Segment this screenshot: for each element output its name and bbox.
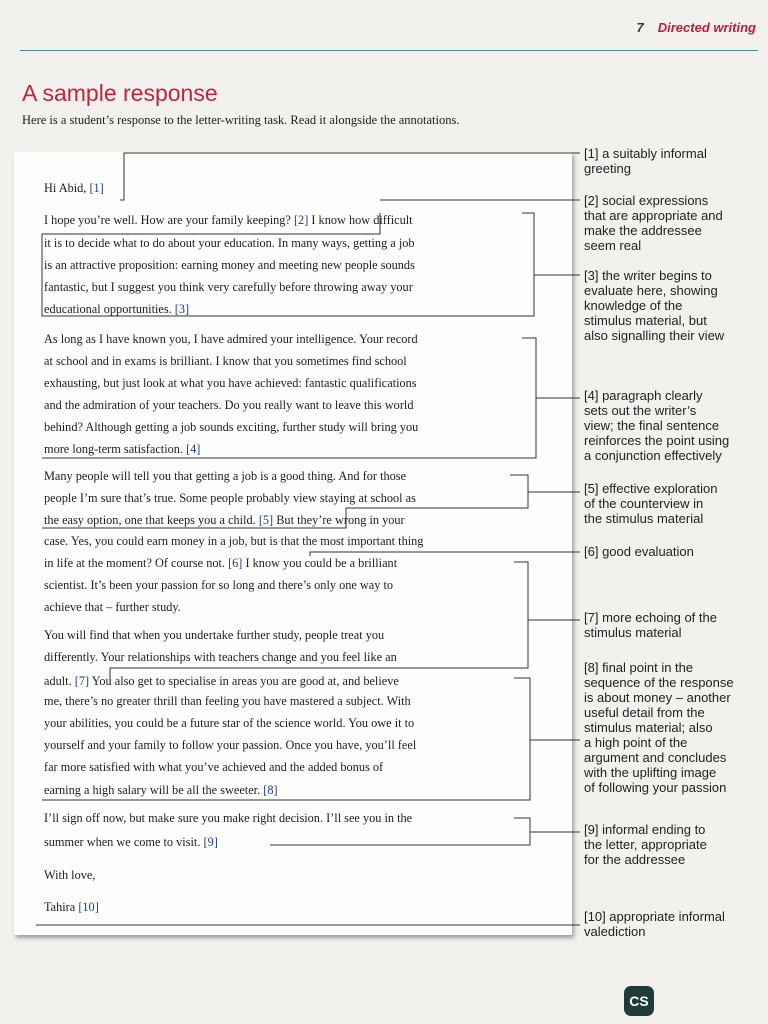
- letter-line: and the admiration of your teachers. Do you really want to leave this world: [44, 398, 414, 412]
- letter-line: fantastic, but I suggest you think very carefully before throwing away your: [44, 280, 413, 294]
- letter-line: differently. Your relationships with teachers change and you feel like an: [44, 650, 397, 664]
- letter-line: You will find that when you undertake further study, people treat you: [44, 628, 385, 642]
- connector-9: [270, 818, 530, 845]
- camscanner-logo: CS: [624, 986, 654, 1016]
- letter-line: educational opportunities. [3]: [44, 302, 190, 316]
- letter-line: yourself and your family to follow your passion. Once you have, you’ll feel: [44, 738, 417, 752]
- letter-line: Hi Abid, [1]: [44, 181, 104, 195]
- letter-line: scientist. It’s been your passion for so long and there’s only one way to: [44, 578, 394, 592]
- annotation-5: [5] effective exploration of the counterview in the stimulus material: [584, 481, 718, 526]
- annotation-7: [7] more echoing of the stimulus material: [584, 610, 717, 640]
- connector-3: [522, 213, 534, 275]
- intro-text: Here is a student’s response to the letter-writing task. Read it alongside the annotations.: [22, 113, 460, 127]
- connector-5: [42, 475, 528, 528]
- letter-line: behind? Although getting a job sounds exciting, further study will bring you: [44, 420, 419, 434]
- chapter-number: 7: [636, 20, 644, 35]
- letter-line: earning a high salary will be all the sweeter. [8]: [44, 783, 278, 797]
- page-title: A sample response: [22, 80, 218, 106]
- annotation-6: [6] good evaluation: [584, 544, 694, 559]
- letter-line: Many people will tell you that getting a job is a good thing. And for those: [44, 469, 407, 483]
- letter-line: far more satisfied with what you’ve achieved and the added bonus of: [44, 760, 384, 774]
- letter-line: I’ll sign off now, but make sure you make right decision. I’ll see you in the: [44, 811, 413, 825]
- connector-4: [42, 338, 536, 458]
- letter-line: people I’m sure that’s true. Some people probably view staying at school as: [44, 491, 416, 505]
- letter-line: Tahira [10]: [44, 900, 99, 914]
- annotation-10: [10] appropriate informal valediction: [584, 909, 725, 939]
- connector-1: [120, 153, 580, 200]
- connector-2: [42, 213, 580, 316]
- letter-line: in life at the moment? Of course not. [6] I know you could be a brilliant: [44, 556, 398, 570]
- letter-line: more long-term satisfaction. [4]: [44, 442, 201, 456]
- letter-line: at school and in exams is brilliant. I know that you sometimes find school: [44, 354, 407, 368]
- letter-line: your abilities, you could be a future star of the science world. You owe it to: [44, 716, 415, 730]
- connector-7: [110, 562, 528, 684]
- annotation-1: [1] a suitably informal greeting: [584, 146, 707, 176]
- letter-line: case. Yes, you could earn money in a job, but is that the most important thing: [44, 534, 424, 548]
- annotation-8: [8] final point in the sequence of the response is about money – another useful detail from the stimulus material; also a high point of the argument and concludes with the uplifting image of following your passion: [584, 660, 734, 795]
- letter-line: As long as I have known you, I have admired your intelligence. Your record: [44, 332, 418, 346]
- annotation-4: [4] paragraph clearly sets out the writer’s view; the final sentence reinforces the point using a conjunction effectively: [584, 388, 730, 463]
- annotation-9: [9] informal ending to the letter, appropriate for the addressee: [584, 822, 707, 867]
- annotation-3: [3] the writer begins to evaluate here, showing knowledge of the stimulus material, but also signalling their view: [584, 268, 725, 343]
- annotation-2: [2] social expressions that are appropriate and make the addressee seem real: [584, 193, 723, 253]
- chapter-title: Directed writing: [657, 20, 756, 35]
- letter-line: achieve that – further study.: [44, 600, 181, 614]
- letter-line: it is to decide what to do about your education. In many ways, getting a job: [44, 236, 415, 250]
- letter-line: exhausting, but just look at what you have achieved: fantastic qualifications: [44, 376, 417, 390]
- letter-line: summer when we come to visit. [9]: [44, 835, 218, 849]
- letter-line: adult. [7] You also get to specialise in areas you are good at, and believe: [44, 674, 399, 688]
- letter-line: is an attractive proposition: earning money and meeting new people sounds: [44, 258, 415, 272]
- letter-line: I hope you’re well. How are your family keeping? [2] I know how difficult: [44, 213, 413, 227]
- letter-line: me, there’s no greater thrill than feeling you have mastered a subject. With: [44, 694, 411, 708]
- connector-8: [42, 678, 530, 800]
- connector-6: [310, 552, 580, 556]
- letter-line: With love,: [44, 868, 96, 882]
- letter-line: the easy option, one that keeps you a child. [5] But they’re wrong in your: [44, 513, 405, 527]
